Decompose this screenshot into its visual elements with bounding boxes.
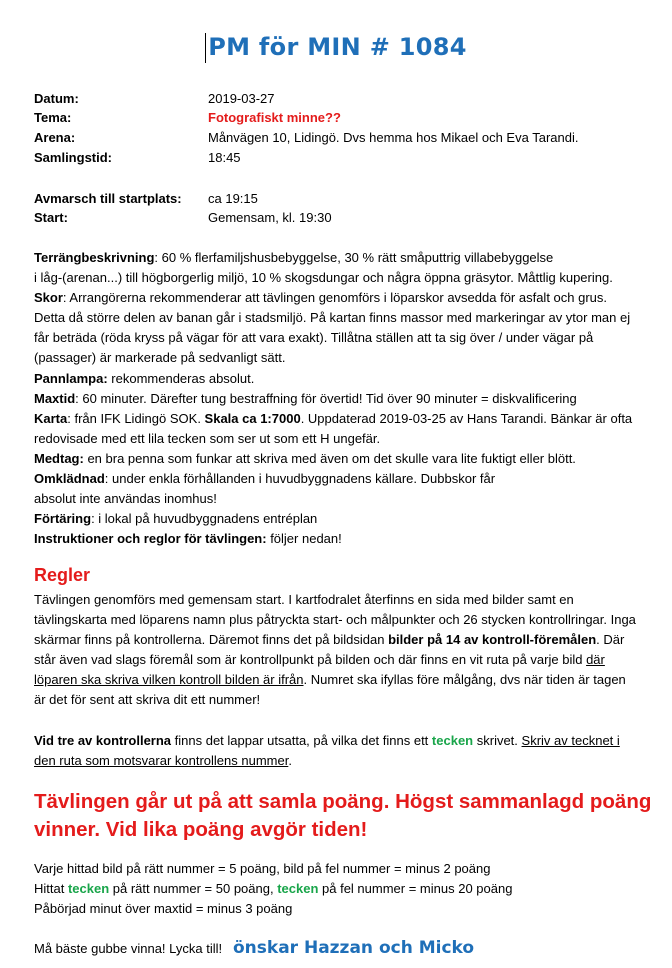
page-title: [0, 33, 672, 63]
maxtid-line: Maxtid: 60 minuter. Därefter tung bestraffning för övertid! Tid över 90 minuter = diskvalificering: [34, 390, 577, 406]
info-label: Avmarsch till startplats:: [34, 191, 182, 206]
regler-block: [34, 590, 638, 771]
description-block: [34, 248, 638, 549]
info-label: Tema:: [34, 110, 72, 125]
info-value: 18:45: [208, 150, 241, 165]
points-block: [34, 859, 512, 919]
info-label: Start:: [34, 210, 68, 225]
points-line-3: Påbörjad minut över maxtid = minus 3 poäng: [34, 901, 293, 917]
info-label: Datum:: [34, 91, 79, 106]
regler-heading: Regler: [34, 565, 91, 585]
info-value: 2019-03-27: [208, 91, 275, 106]
title-text: PM för MIN # 1084: [208, 33, 467, 61]
regler-paragraph-1: Tävlingen genomförs med gemensam start. I kartfodralet återfinns en sida med bilder samt en tävlingskarta med löparens namn plus påtryckta start- och målpunkter och 26 stycken kontrollringar. Inga skärmar finns på kontrollerna. Däremot finns det på bildsidan bilder på 14 av kontroll-föremålen. Där står även vad slags föremål som är kontrollpunkt på bilden och där finns en vit ruta på varje bild där löparen ska skriva vilken kontroll bilden är ifrån. Numret ska ifyllas före målgång, dvs när tiden är tagen är det för sent att skriva dit ett nummer!: [34, 592, 636, 708]
info-label: Arena:: [34, 130, 76, 145]
regler-paragraph-2: Vid tre av kontrollerna finns det lappar utsatta, på vilka det finns ett tecken skrivet. Skriv av tecknet i den ruta som motsvarar kontrollens nummer.: [34, 732, 620, 768]
text-cursor: [205, 33, 206, 63]
omkladnad-line1: Omklädnad: under enkla förhållanden i huvudbyggnadens källare. Dubbskor får: [34, 471, 496, 487]
omkladnad-line2: absolut inte användas inomhus!: [34, 491, 217, 507]
medtag-line: Medtag: en bra penna som funkar att skriva med även om det skulle vara lite fuktigt eller blött.: [34, 450, 576, 466]
fortaring-line: Förtäring: i lokal på huvudbyggnadens entréplan: [34, 511, 318, 527]
sign-off: [34, 938, 474, 958]
terrang-line1: Terrängbeskrivning: 60 % flerfamiljshusbebyggelse, 30 % rätt småputtrig villabebyggelse: [34, 250, 554, 265]
info-label: Samlingstid:: [34, 150, 113, 165]
info-value: Gemensam, kl. 19:30: [208, 210, 332, 225]
sign-off-names: önskar Hazzan och Micko: [232, 938, 475, 958]
info-value: ca 19:15: [208, 191, 258, 206]
skor-paragraph: Skor: Arrangörerna rekommenderar att tävlingen genomförs i löparskor avsedda för asfalt och grus. Detta då större delen av banan går i stadsmiljö. På kartan finns massor med markeringar av ytor man ej får beträda (röda kryss på vägar för att vara exakt). Tillåtna ställen att ta sig över / under vägar på (passager) är markerade på sedvanligt sätt.: [34, 290, 631, 366]
points-line-2: Hittat tecken på rätt nummer = 50 poäng, tecken på fel nummer = minus 20 poäng: [34, 881, 513, 897]
sign-off-text: Må bäste gubbe vinna! Lycka till!: [34, 941, 223, 956]
scoring-statement: Tävlingen går ut på att samla poäng. Högst sammanlagd poäng vinner. Vid lika poäng avgör tiden!: [34, 790, 652, 841]
karta-paragraph: Karta: från IFK Lidingö SOK. Skala ca 1:7000. Uppdaterad 2019-03-25 av Hans Tarandi. Bänkar är ofta redovisade med ett lila tecken som ser ut som ett H ungefär.: [34, 410, 633, 446]
terrang-line2: i låg-(arenan...) till högborgerlig miljö, 10 % skogsdungar och några öppna gräsytor. Måttlig kupering.: [34, 270, 613, 286]
pannlampa-line: Pannlampa: rekommenderas absolut.: [34, 370, 255, 386]
instruktioner-line: Instruktioner och reglor för tävlingen: följer nedan!: [34, 531, 342, 547]
info-value: Månvägen 10, Lidingö. Dvs hemma hos Mikael och Eva Tarandi.: [208, 130, 579, 145]
info-value: Fotografiskt minne??: [208, 110, 341, 125]
points-line-1: Varje hittad bild på rätt nummer = 5 poäng, bild på fel nummer = minus 2 poäng: [34, 861, 491, 876]
